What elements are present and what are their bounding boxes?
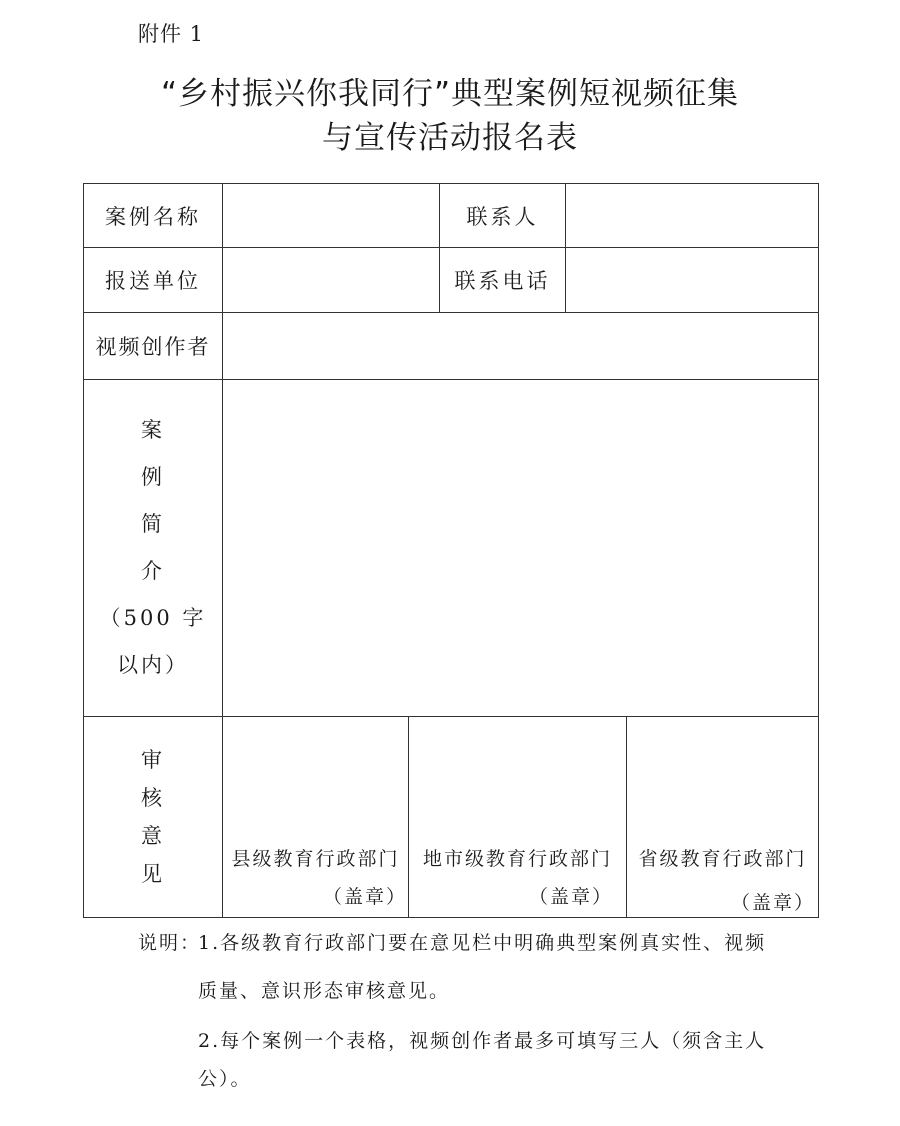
county-seal-label: （盖章） bbox=[323, 885, 408, 908]
review-char: 见 bbox=[141, 862, 165, 886]
notes-prefix: 说明： bbox=[138, 932, 202, 954]
case-intro-limit: 以内） bbox=[117, 653, 189, 677]
attachment-label: 附件 1 bbox=[138, 22, 205, 46]
review-char: 核 bbox=[141, 786, 165, 810]
province-seal-label: （盖章） bbox=[731, 891, 816, 914]
row-case-intro bbox=[84, 380, 819, 717]
note-1-line2: 质量、意识形态审核意见。 bbox=[198, 980, 451, 1002]
case-name-field[interactable] bbox=[223, 184, 440, 248]
county-org-label: 县级教育行政部门 bbox=[231, 847, 400, 870]
contact-phone-field[interactable] bbox=[566, 248, 819, 313]
case-name-label: 案例名称 bbox=[84, 184, 223, 248]
form-title-line2: 与宣传活动报名表 bbox=[322, 120, 578, 156]
review-char: 审 bbox=[141, 748, 165, 772]
contact-person-label: 联系人 bbox=[440, 184, 566, 248]
case-intro-label bbox=[84, 380, 223, 717]
video-creator-label: 视频创作者 bbox=[84, 313, 223, 380]
row-case-name bbox=[84, 184, 819, 248]
province-review-cell[interactable] bbox=[627, 717, 819, 918]
case-intro-char: 简 bbox=[141, 512, 165, 536]
case-intro-limit: （500 字 bbox=[99, 606, 207, 630]
review-char: 意 bbox=[141, 824, 165, 848]
city-seal-label: （盖章） bbox=[529, 885, 614, 908]
video-creator-field[interactable] bbox=[223, 313, 819, 380]
submitting-unit-label: 报送单位 bbox=[84, 248, 223, 313]
case-intro-char: 案 bbox=[141, 418, 165, 442]
case-intro-char: 例 bbox=[141, 465, 165, 489]
province-org-label: 省级教育行政部门 bbox=[638, 847, 807, 870]
review-label bbox=[84, 717, 223, 918]
contact-phone-label: 联系电话 bbox=[440, 248, 566, 313]
form-title-line1: “乡村振兴你我同行”典型案例短视频征集 bbox=[160, 76, 740, 112]
note-2-line2: 公）。 bbox=[198, 1068, 252, 1090]
note-1-line1: 1.各级教育行政部门要在意见栏中明确典型案例真实性、视频 bbox=[198, 932, 767, 954]
city-org-label: 地市级教育行政部门 bbox=[422, 847, 612, 870]
submitting-unit-field[interactable] bbox=[223, 248, 440, 313]
contact-person-field[interactable] bbox=[566, 184, 819, 248]
case-intro-field[interactable] bbox=[223, 380, 819, 717]
city-review-cell[interactable] bbox=[409, 717, 627, 918]
note-2-line1: 2.每个案例一个表格，视频创作者最多可填写三人（须含主人 bbox=[198, 1030, 767, 1052]
registration-form-table bbox=[83, 183, 819, 918]
case-intro-char: 介 bbox=[141, 559, 165, 583]
row-video-creator bbox=[84, 313, 819, 380]
row-submitting-unit bbox=[84, 248, 819, 313]
county-review-cell[interactable] bbox=[223, 717, 409, 918]
row-review bbox=[84, 717, 819, 918]
